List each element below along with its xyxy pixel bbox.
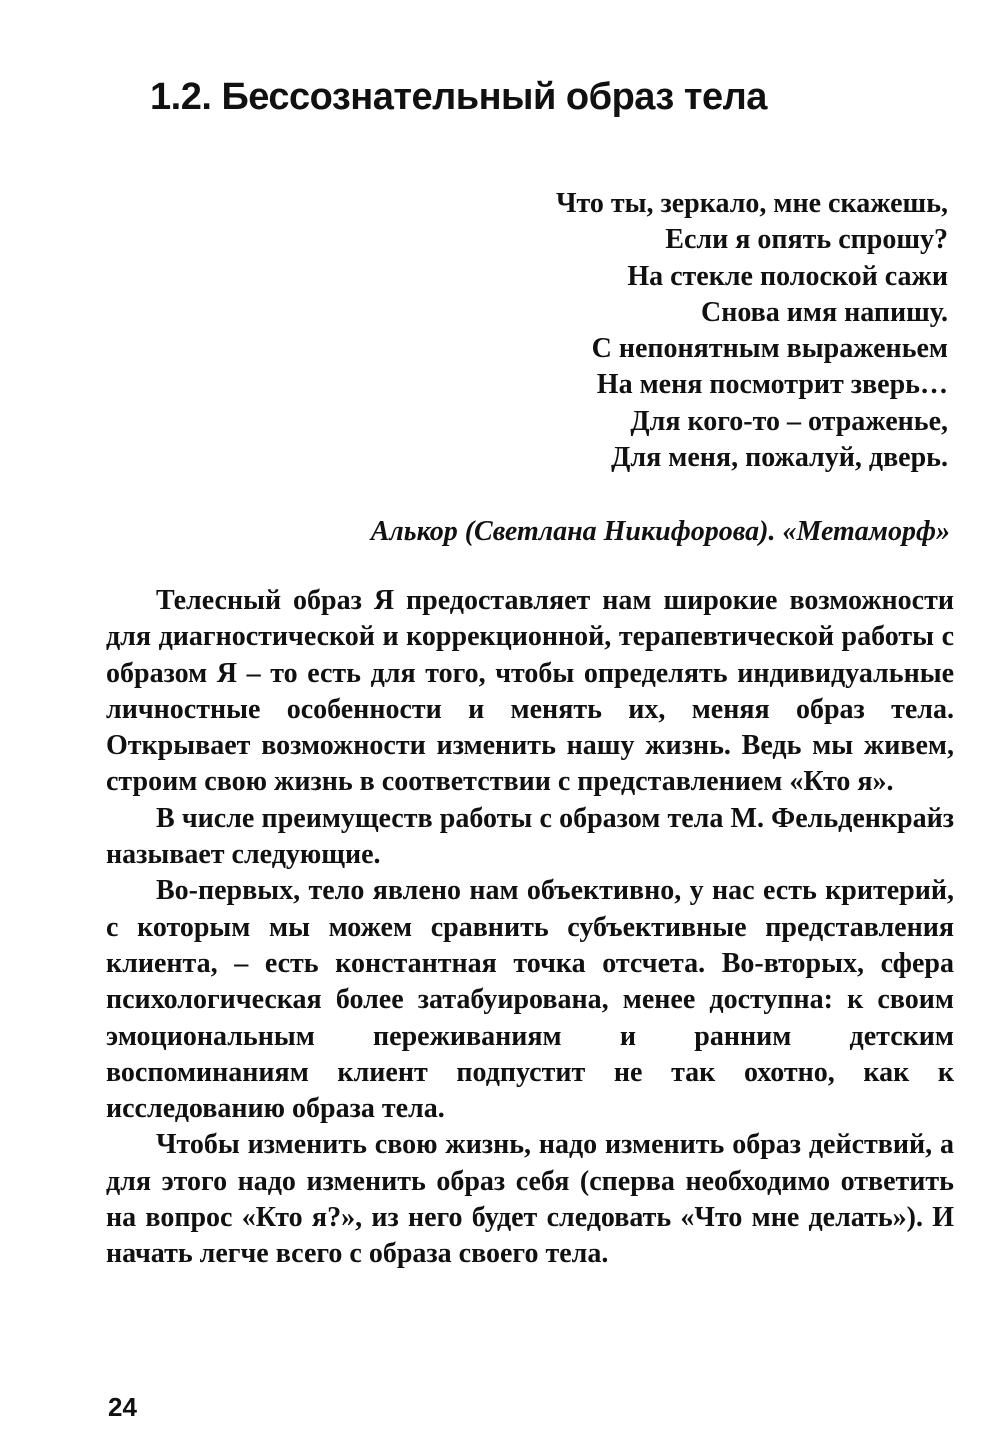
paragraph: Чтобы изменить свою жизнь, надо изменить образ действий, а для этого надо изменить образ себя (сперва необходимо ответить на вопрос «Кто я?», из него будет следовать «Что мне делать»). И начать легче всего с образа своего тела. [106, 1129, 954, 1270]
section-heading: 1.2. Бессознательный образ тела [150, 76, 767, 118]
poem-line: Для кого-то – отраженье, [630, 405, 948, 437]
poem-line: Что ты, зеркало, мне скажешь, [555, 188, 948, 219]
poem-line: Снова имя напишу. [701, 296, 948, 328]
page-number: 24 [108, 1392, 137, 1422]
poem-line: Для меня, пожалуй, дверь. [611, 442, 948, 474]
epigraph-poem [556, 186, 948, 476]
poem-line: На меня посмотрит зверь… [596, 369, 948, 401]
paragraph: Телесный образ Я предоставляет нам широкие возможности для диагностической и коррекционной, терапевтической работы с образом Я – то есть для того, чтобы определять индивидуальные личностные особенности и менять их, меняя образ тела. Открывает возможности изменить нашу жизнь. Ведь мы живем, строим свою жизнь в соответствии с представлением «Кто я». [106, 585, 954, 798]
poem-line: На стекле полоской сажи [627, 260, 948, 292]
paragraph: В числе преимуществ работы с образом тела М. Фельденкрайз называет следующие. [106, 802, 954, 871]
epigraph-attribution: Алькор (Светлана Никифорова). «Метаморф» [370, 516, 950, 547]
poem-line: С непонятным выраженьем [591, 333, 948, 365]
paragraph: Во-первых, тело явлено нам объективно, у нас есть критерий, с которым мы можем сравнить субъективные представления клиента, – есть константная точка отсчета. Во-вторых, сфера психологическая более затабуирована, менее доступна: к своим эмоциональным переживаниям и ранним детским воспоминаниям клиент подпустит не так охотно, как к исследованию образа тела. [106, 875, 954, 1125]
poem-line: Если я опять спрошу? [665, 224, 948, 256]
body-text [106, 583, 954, 1273]
